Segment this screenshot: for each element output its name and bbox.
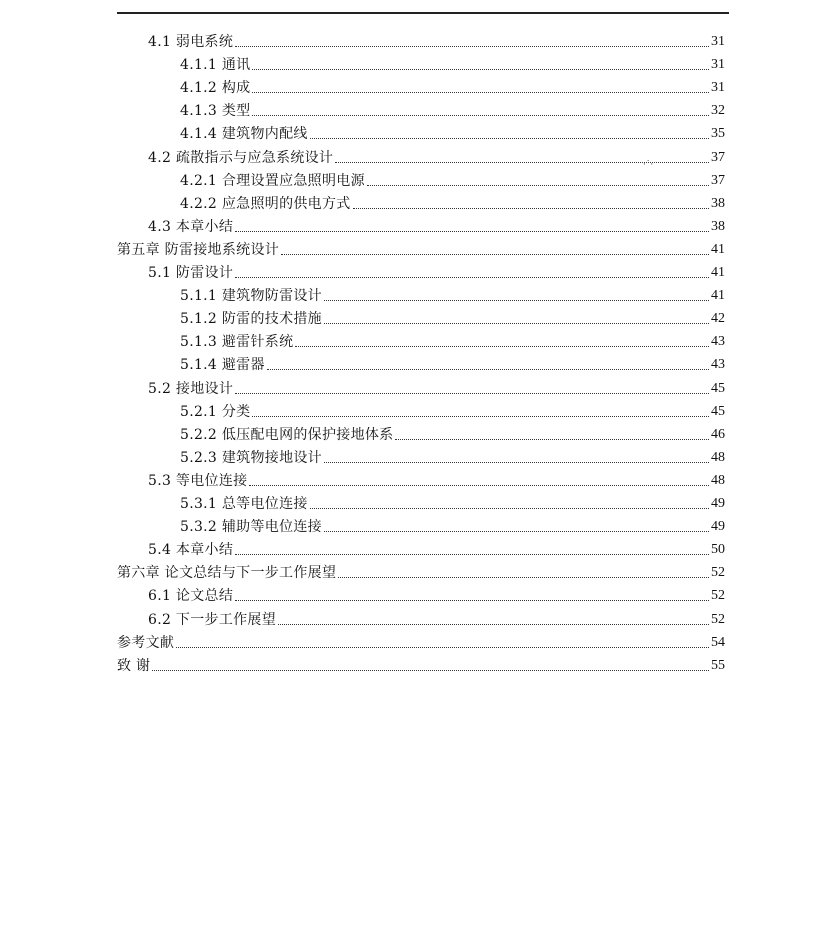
dot-leader	[324, 461, 709, 463]
dot-leader	[281, 253, 709, 255]
toc-entry-title: 第五章 防雷接地系统设计	[117, 241, 280, 258]
toc-entry[interactable]	[117, 629, 725, 651]
toc-entry[interactable]	[148, 213, 725, 235]
toc-entry[interactable]	[148, 28, 725, 50]
toc-entry[interactable]	[180, 328, 725, 350]
dot-leader	[235, 553, 709, 555]
toc-entry-page-number: 52	[711, 565, 725, 581]
dot-leader	[252, 114, 709, 116]
toc-entry-page-number: 52	[711, 611, 725, 627]
toc-entry-page-number: 45	[711, 380, 725, 396]
toc-entry-page-number: 38	[711, 218, 725, 234]
toc-entry[interactable]	[180, 351, 725, 373]
dot-leader	[235, 276, 709, 278]
toc-entry-page-number: 37	[711, 149, 725, 165]
toc-entry-title: 5.4 本章小结	[148, 542, 234, 559]
dot-leader	[176, 646, 709, 648]
toc-entry-title: 5.3.2 辅助等电位连接	[180, 519, 322, 536]
toc-entry[interactable]	[148, 375, 725, 397]
dot-leader	[267, 368, 709, 370]
toc-entry-title: 4.1.4 建筑物内配线	[180, 126, 308, 143]
toc-entry[interactable]	[148, 467, 725, 489]
toc-entry[interactable]	[180, 513, 725, 535]
toc-entry[interactable]	[148, 536, 725, 558]
toc-entry[interactable]	[117, 652, 725, 674]
toc-entry[interactable]	[180, 190, 725, 212]
dot-leader	[353, 207, 709, 209]
toc-entry[interactable]	[180, 305, 725, 327]
toc-entry-title: 致 谢	[117, 657, 151, 674]
toc-entry-title: 5.1.2 防雷的技术措施	[180, 311, 322, 328]
dot-leader	[324, 299, 709, 301]
toc-entry[interactable]	[180, 74, 725, 96]
dot-leader	[249, 484, 709, 486]
dot-leader	[235, 230, 709, 232]
toc-entry-title: 5.1 防雷设计	[148, 265, 234, 281]
toc-entry[interactable]	[180, 120, 725, 142]
dot-leader	[295, 345, 709, 347]
toc-entry-title: 第六章 论文总结与下一步工作展望	[117, 565, 337, 582]
dot-leader	[152, 669, 709, 671]
toc-entry-title: 4.2 疏散指示与应急系统设计	[148, 149, 334, 166]
toc-entry-page-number: 41	[711, 265, 725, 280]
toc-entry-page-number: 45	[711, 403, 725, 419]
toc-entry-page-number: 31	[711, 80, 725, 96]
toc-entry[interactable]	[180, 444, 725, 466]
toc-entry-page-number: 55	[711, 657, 725, 673]
dot-leader	[252, 415, 709, 417]
toc-entry-page-number: 41	[711, 288, 725, 304]
scan-speck: ·˙·	[643, 160, 654, 170]
toc-entry-title: 4.1.3 类型	[180, 103, 251, 120]
toc-entry-title: 4.2.2 应急照明的供电方式	[180, 195, 351, 212]
dot-leader	[310, 137, 709, 139]
toc-entry[interactable]	[180, 97, 725, 119]
toc-entry-page-number: 50	[711, 542, 725, 558]
toc-entry[interactable]	[180, 490, 725, 512]
toc-entry-page-number: 38	[711, 195, 725, 211]
dot-leader	[338, 576, 709, 578]
toc-entry-title: 5.2.1 分类	[180, 403, 251, 420]
toc-entry-title: 6.1 论文总结	[148, 588, 234, 605]
toc-entry-title: 5.2 接地设计	[148, 380, 234, 397]
toc-entry-title: 4.2.1 合理设置应急照明电源	[180, 172, 365, 189]
toc-entry-title: 4.1 弱电系统	[148, 34, 234, 50]
toc-entry[interactable]	[148, 606, 725, 628]
toc-entry-title: 4.1.1 通讯	[180, 57, 251, 74]
toc-entry-page-number: 31	[711, 57, 725, 73]
dot-leader	[310, 507, 709, 509]
toc-entry-title: 5.1.1 建筑物防雷设计	[180, 288, 322, 305]
toc-entry-title: 5.1.3 避雷针系统	[180, 334, 294, 351]
toc-entry-page-number: 46	[711, 426, 725, 442]
toc-entry-title: 5.3.1 总等电位连接	[180, 496, 308, 512]
toc-entry-title: 4.3 本章小结	[148, 218, 234, 235]
toc-entry-page-number: 35	[711, 126, 725, 142]
dot-leader	[252, 91, 709, 93]
toc-entry-page-number: 43	[711, 357, 725, 373]
toc-entry-title: 4.1.2 构成	[180, 80, 251, 97]
toc-entry[interactable]	[117, 559, 725, 581]
toc-entry-page-number: 49	[711, 519, 725, 535]
toc-entry-page-number: 31	[711, 34, 725, 49]
dot-leader	[235, 45, 709, 47]
toc-entry[interactable]	[180, 398, 725, 420]
dot-leader	[367, 184, 709, 186]
toc-entry-page-number: 37	[711, 172, 725, 188]
toc-entry-title: 5.3 等电位连接	[148, 472, 248, 489]
toc-entry[interactable]	[148, 582, 725, 604]
dot-leader	[324, 530, 709, 532]
dot-leader	[235, 599, 709, 601]
toc-entry-page-number: 48	[711, 472, 725, 488]
toc-entry-title: 6.2 下一步工作展望	[148, 611, 277, 628]
dot-leader	[324, 322, 709, 324]
toc-entry-page-number: 32	[711, 103, 725, 119]
dot-leader	[235, 392, 709, 394]
toc-entry-title: 5.1.4 避雷器	[180, 357, 265, 374]
toc-entry[interactable]	[117, 236, 725, 258]
toc-entry[interactable]	[180, 421, 725, 443]
toc-entry-page-number: 41	[711, 241, 725, 257]
toc-entry-page-number: 52	[711, 588, 725, 604]
toc-entry-page-number: 43	[711, 334, 725, 350]
header-rule	[117, 12, 729, 14]
toc-entry-page-number: 49	[711, 496, 725, 511]
toc-entry[interactable]	[148, 144, 725, 166]
dot-leader	[278, 623, 709, 625]
dot-leader	[252, 68, 709, 70]
toc-entry-title: 5.2.2 低压配电网的保护接地体系	[180, 426, 394, 443]
toc-entry-page-number: 48	[711, 449, 725, 465]
dot-leader	[395, 438, 709, 440]
toc-entry[interactable]	[148, 259, 725, 281]
toc-entry-title: 参考文献	[117, 634, 175, 651]
toc-entry[interactable]	[180, 51, 725, 73]
toc-entry-page-number: 42	[711, 311, 725, 327]
toc-entry-title: 5.2.3 建筑物接地设计	[180, 449, 322, 466]
toc-entry-page-number: 54	[711, 634, 725, 650]
toc-entry[interactable]	[180, 282, 725, 304]
